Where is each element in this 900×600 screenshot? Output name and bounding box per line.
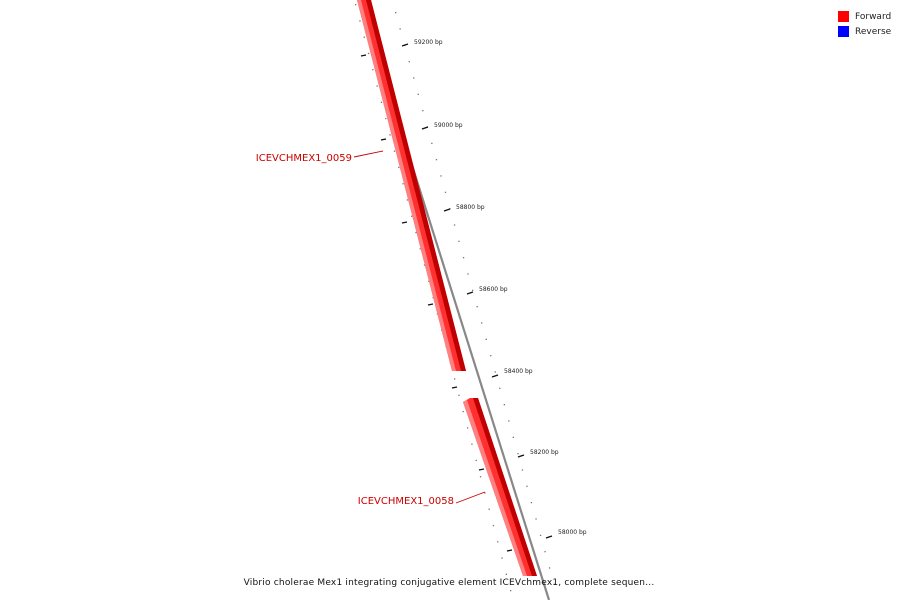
minor-tick-dot — [400, 28, 401, 29]
reverse-swatch — [838, 26, 849, 37]
minor-tick-dot — [508, 420, 509, 421]
minor-tick-dot — [418, 94, 419, 95]
legend — [838, 9, 891, 39]
minor-ticks — [395, 12, 559, 600]
minor-tick-dot — [398, 167, 399, 168]
minor-tick-dot — [368, 53, 369, 54]
minor-tick-dot — [497, 541, 498, 542]
minor-tick-dot — [495, 371, 496, 372]
minor-tick-dot — [415, 232, 416, 233]
minor-tick-dot — [385, 118, 386, 119]
minor-tick-dot — [526, 486, 527, 487]
minor-tick-dot — [355, 4, 356, 5]
caption-text: Vibrio cholerae Mex1 integrating conjugative element ICEVchmex1, complete sequen... — [243, 578, 655, 588]
minor-tick-dot — [510, 590, 511, 591]
gene-label-group-0058[interactable] — [358, 492, 485, 507]
minor-tick-dot — [436, 159, 437, 160]
gene-label-0058: ICEVCHMEX1_0058 — [357, 496, 454, 507]
minor-tick-dot — [471, 444, 472, 445]
leader-line — [456, 492, 485, 503]
major-ticks — [402, 44, 552, 538]
minor-tick-dot — [481, 322, 482, 323]
minor-tick-dot — [549, 567, 550, 568]
minor-tick-dot — [535, 518, 536, 519]
tick-label: 58600 bp — [479, 286, 508, 293]
minor-tick-dot — [506, 574, 507, 575]
legend-item-forward[interactable] — [838, 9, 891, 24]
tick-label: 58400 bp — [504, 368, 533, 375]
minor-tick-dot — [440, 175, 441, 176]
minor-tick-dot — [513, 437, 514, 438]
minor-tick-dot — [476, 460, 477, 461]
minor-tick-dot — [544, 551, 545, 552]
minor-tick-dot — [445, 192, 446, 193]
minor-tick-dot — [458, 395, 459, 396]
minor-tick-dot — [522, 469, 523, 470]
minor-tick-dot — [477, 306, 478, 307]
minor-tick-dot — [377, 85, 378, 86]
gene-label-0059: ICEVCHMEX1_0059 — [255, 153, 352, 164]
tick-label: 58200 bp — [530, 449, 559, 456]
minor-tick-dot — [364, 37, 365, 38]
minor-tick-dot — [359, 20, 360, 21]
legend-label-reverse: Reverse — [855, 26, 892, 37]
minor-tick-dot — [454, 378, 455, 379]
minor-tick-dot — [467, 427, 468, 428]
minor-tick-dot — [501, 557, 502, 558]
gene-label-group-0059[interactable] — [256, 151, 383, 164]
minor-tick-dot — [411, 216, 412, 217]
minor-tick-dot — [472, 290, 473, 291]
minor-tick-dot — [493, 525, 494, 526]
minor-tick-dot — [467, 273, 468, 274]
minor-tick-dot — [409, 61, 410, 62]
forward-swatch — [838, 11, 849, 22]
tick-label: 58800 bp — [456, 204, 485, 211]
minor-tick-dot — [454, 224, 455, 225]
tick-label: 59000 bp — [434, 122, 463, 129]
minor-tick-dot — [389, 134, 390, 135]
minor-tick-dot — [504, 404, 505, 405]
minor-tick-dot — [372, 69, 373, 70]
gene-feature-0059[interactable] — [357, 0, 466, 371]
minor-tick-dot — [413, 77, 414, 78]
minor-tick-dot — [407, 199, 408, 200]
minor-tick-dot — [458, 241, 459, 242]
minor-tick-dot — [486, 339, 487, 340]
minor-tick-dot — [489, 509, 490, 510]
leader-line — [354, 151, 383, 157]
gene-feature-0058[interactable] — [463, 398, 537, 576]
minor-tick-dot — [517, 453, 518, 454]
legend-label-forward: Forward — [855, 11, 892, 22]
minor-tick-dot — [395, 12, 396, 13]
minor-tick-dot — [422, 110, 423, 111]
minor-tick-dot — [540, 535, 541, 536]
minor-tick-dot — [381, 102, 382, 103]
minor-tick-dot — [480, 476, 481, 477]
minor-tick-dot — [463, 411, 464, 412]
tick-label: 59200 bp — [414, 39, 443, 46]
minor-tick-dot — [463, 257, 464, 258]
legend-item-reverse[interactable] — [838, 24, 891, 39]
sequence-caption — [0, 578, 900, 588]
minor-tick-dot — [499, 388, 500, 389]
minor-tick-dot — [431, 143, 432, 144]
minor-tick-dot — [394, 151, 395, 152]
minor-tick-dot — [531, 502, 532, 503]
minor-tick-dot — [402, 183, 403, 184]
tick-label: 58000 bp — [558, 529, 587, 536]
minor-tick-dot — [490, 355, 491, 356]
